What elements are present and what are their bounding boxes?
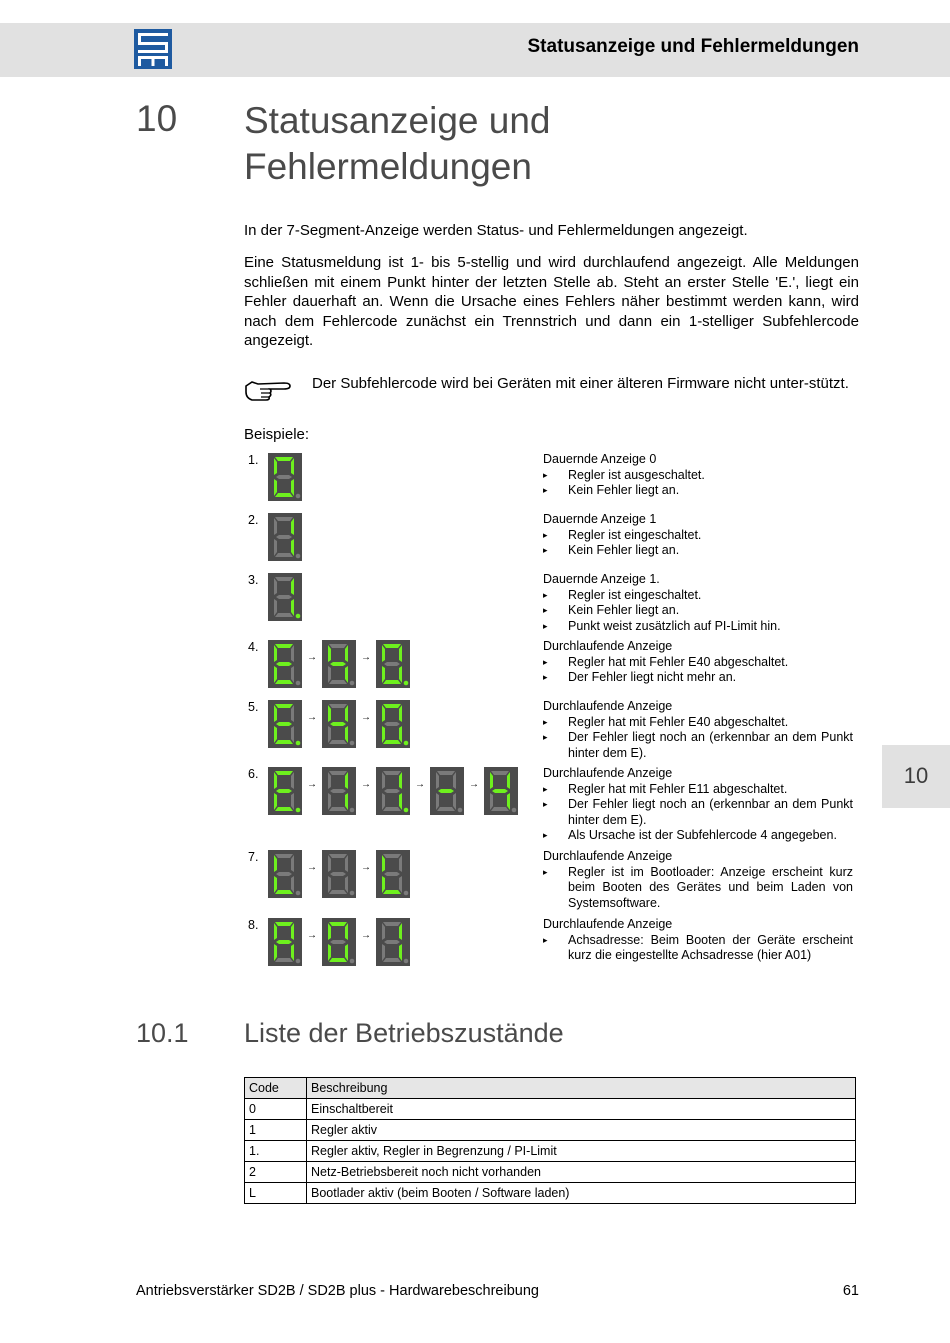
cell-description: Einschaltbereit [307,1099,856,1120]
list-item [543,933,853,964]
arrow-right-icon: → [361,712,371,723]
section-number: 10.1 [136,1018,189,1048]
list-item [543,528,853,544]
bullet-text: Achsadresse: Beim Booten der Geräte erscheint kurz die eingestellte Achsadresse (hier A01) [568,932,853,962]
cell-description: Bootlader aktiv (beim Booten / Software laden) [307,1183,856,1204]
seven-segment-digit [430,767,464,815]
table-row [245,1120,856,1141]
examples-label: Beispiele: [244,426,310,443]
bullet-text: Kein Fehler liegt an. [568,543,680,557]
list-item [543,828,853,844]
seven-segment-digit [268,573,302,621]
cell-code: 1 [245,1120,307,1141]
seven-segment-digit [376,850,410,898]
seven-segment-digit [484,767,518,815]
list-item [543,619,853,635]
list-item [543,797,853,828]
bullet-text: Als Ursache ist der Subfehlercode 4 angegeben. [568,828,837,842]
example-number: 3. [248,573,259,587]
example-bullet-list [543,655,853,686]
running-header-title: Statusanzeige und Fehlermeldungen [527,36,859,57]
cell-description: Regler aktiv [307,1120,856,1141]
example-bullet-list [543,528,853,559]
seven-segment-digit [322,850,356,898]
seven-segment-digit [268,513,302,561]
example-number: 1. [248,453,259,467]
bullet-text: Punkt weist zusätzlich auf PI-Limit hin. [568,618,781,633]
column-header-description: Beschreibung [307,1078,856,1099]
bullet-triangle-icon: ▸ [543,469,548,480]
seven-segment-digit [268,918,302,966]
list-item [543,543,853,559]
arrow-right-icon: → [469,779,479,790]
example-title: Dauernde Anzeige 0 [543,452,657,466]
seven-segment-digit [268,700,302,748]
seven-segment-digit [376,767,410,815]
bullet-triangle-icon: ▸ [543,672,548,682]
bullet-triangle-icon: ▸ [543,799,548,809]
table-row [245,1141,856,1162]
bullet-triangle-icon: ▸ [543,656,548,667]
example-title: Dauernde Anzeige 1. [543,572,660,586]
note-text: Der Subfehlercode wird bei Geräten mit einer älteren Firmware nicht unter-stützt. [312,375,849,392]
example-bullet-list [543,715,853,762]
list-item [543,865,853,912]
example-bullet-list [543,865,853,912]
bullet-triangle-icon: ▸ [543,529,548,540]
arrow-right-icon: → [307,712,317,723]
chapter-number: 10 [136,98,178,139]
arrow-right-icon: → [361,652,371,663]
bullet-triangle-icon: ▸ [543,716,548,727]
section-title: Liste der Betriebszustände [244,1018,564,1048]
example-bullet-list [543,588,853,635]
example-title: Durchlaufende Anzeige [543,917,673,931]
bullet-text: Der Fehler liegt noch an (erkennbar an dem Punkt hinter dem E). [568,730,853,760]
cell-code: L [245,1183,307,1204]
arrow-right-icon: → [307,779,317,790]
seven-segment-digit [268,767,302,815]
bullet-text: Regler ist eingeschaltet. [568,587,702,602]
table-row [245,1099,856,1120]
example-description [543,699,853,761]
example-number: 7. [248,850,259,864]
bullet-triangle-icon: ▸ [543,934,548,945]
bullet-text: Kein Fehler liegt an. [568,483,680,497]
list-item [543,655,853,671]
seven-segment-digit [268,640,302,688]
example-description [543,849,853,911]
arrow-right-icon: → [361,862,371,873]
seven-segment-digit [376,700,410,748]
arrow-right-icon: → [307,862,317,873]
side-tab-label: 10 [903,763,929,788]
pointing-hand-icon [244,374,292,404]
arrow-right-icon: → [361,930,371,941]
example-description [543,452,853,499]
bullet-triangle-icon: ▸ [543,620,548,631]
chapter-title: Statusanzeige und Fehlermeldungen [244,100,551,187]
bullet-triangle-icon: ▸ [543,485,548,495]
list-item [543,603,853,619]
list-item [543,730,853,761]
seven-segment-digit [322,700,356,748]
bullet-text: Der Fehler liegt nicht mehr an. [568,670,737,684]
example-bullet-list [543,782,853,844]
bullet-text: Regler ist im Bootloader: Anzeige erscheint kurz beim Booten des Gerätes und beim Laden von Systemsoftware. [568,864,853,910]
example-number: 4. [248,640,259,654]
bullet-triangle-icon: ▸ [543,783,548,794]
intro-paragraph-2: Eine Statusmeldung ist 1- bis 5-stellig und wird durchlaufend angezeigt. Alle Meldungen schließen mit einem Punkt hinter der letzten Stelle ab. Steht an erster Stelle 'E.', liegt ein Fehler dauerhaft an. Wenn die Ursache eines Fehlers näher bestimmt werden kann, wird nach dem Fehlercode zunächst ein Trennstrich und dann ein 1-stelliger Subfehlercode angezeigt. [244,254,859,349]
bullet-text: Regler ist ausgeschaltet. [568,467,705,482]
chapter-side-tab [882,745,950,808]
cell-code: 2 [245,1162,307,1183]
example-number: 8. [248,918,259,932]
arrow-right-icon: → [307,930,317,941]
seven-segment-digit [268,453,302,501]
seven-segment-digit [322,918,356,966]
bullet-text: Regler hat mit Fehler E40 abgeschaltet. [568,714,789,729]
bullet-text: Der Fehler liegt noch an (erkennbar an dem Punkt hinter dem E). [568,797,853,827]
arrow-right-icon: → [307,652,317,663]
example-title: Durchlaufende Anzeige [543,699,673,713]
example-title: Dauernde Anzeige 1 [543,512,657,526]
table-row [245,1183,856,1204]
bullet-text: Regler hat mit Fehler E40 abgeschaltet. [568,654,789,669]
bullet-triangle-icon: ▸ [543,732,548,742]
operating-states-table [244,1077,856,1204]
example-bullet-list [543,933,853,964]
intro-paragraph-1: In der 7-Segment-Anzeige werden Status- und Fehlermeldungen angezeigt. [244,222,748,239]
cell-description: Netz-Betriebsbereit noch nicht vorhanden [307,1162,856,1183]
example-title: Durchlaufende Anzeige [543,766,673,780]
example-description [543,766,853,844]
seven-segment-digit [376,640,410,688]
cell-code: 0 [245,1099,307,1120]
example-bullet-list [543,468,853,499]
bullet-text: Regler ist eingeschaltet. [568,527,702,542]
footer-page-number: 61 [842,1283,859,1299]
table-row [245,1162,856,1183]
example-number: 6. [248,767,259,781]
cell-code: 1. [245,1141,307,1162]
column-header-code: Code [245,1078,307,1099]
seven-segment-digit [376,918,410,966]
list-item [543,588,853,604]
example-description [543,572,853,634]
cell-description: Regler aktiv, Regler in Begrenzung / PI-Limit [307,1141,856,1162]
footer-document-title: Antriebsverstärker SD2B / SD2B plus - Hardwarebeschreibung [136,1283,539,1299]
bullet-triangle-icon: ▸ [543,545,548,555]
arrow-right-icon: → [415,779,425,790]
example-title: Durchlaufende Anzeige [543,849,673,863]
bullet-triangle-icon: ▸ [543,605,548,615]
bullet-text: Kein Fehler liegt an. [568,603,680,617]
list-item [543,483,853,499]
list-item [543,782,853,798]
example-number: 2. [248,513,259,527]
list-item [543,468,853,484]
list-item [543,670,853,686]
seven-segment-digit [268,850,302,898]
bullet-triangle-icon: ▸ [543,830,548,840]
bullet-triangle-icon: ▸ [543,866,548,877]
bullet-text: Regler hat mit Fehler E11 abgeschaltet. [568,781,788,796]
example-description [543,512,853,559]
table-header-row [245,1078,856,1099]
bullet-triangle-icon: ▸ [543,589,548,600]
arrow-right-icon: → [361,779,371,790]
seven-segment-digit [322,640,356,688]
company-logo [134,29,172,69]
list-item [543,715,853,731]
example-description [543,639,853,686]
example-title: Durchlaufende Anzeige [543,639,673,653]
seven-segment-digit [322,767,356,815]
example-number: 5. [248,700,259,714]
example-description [543,917,853,964]
